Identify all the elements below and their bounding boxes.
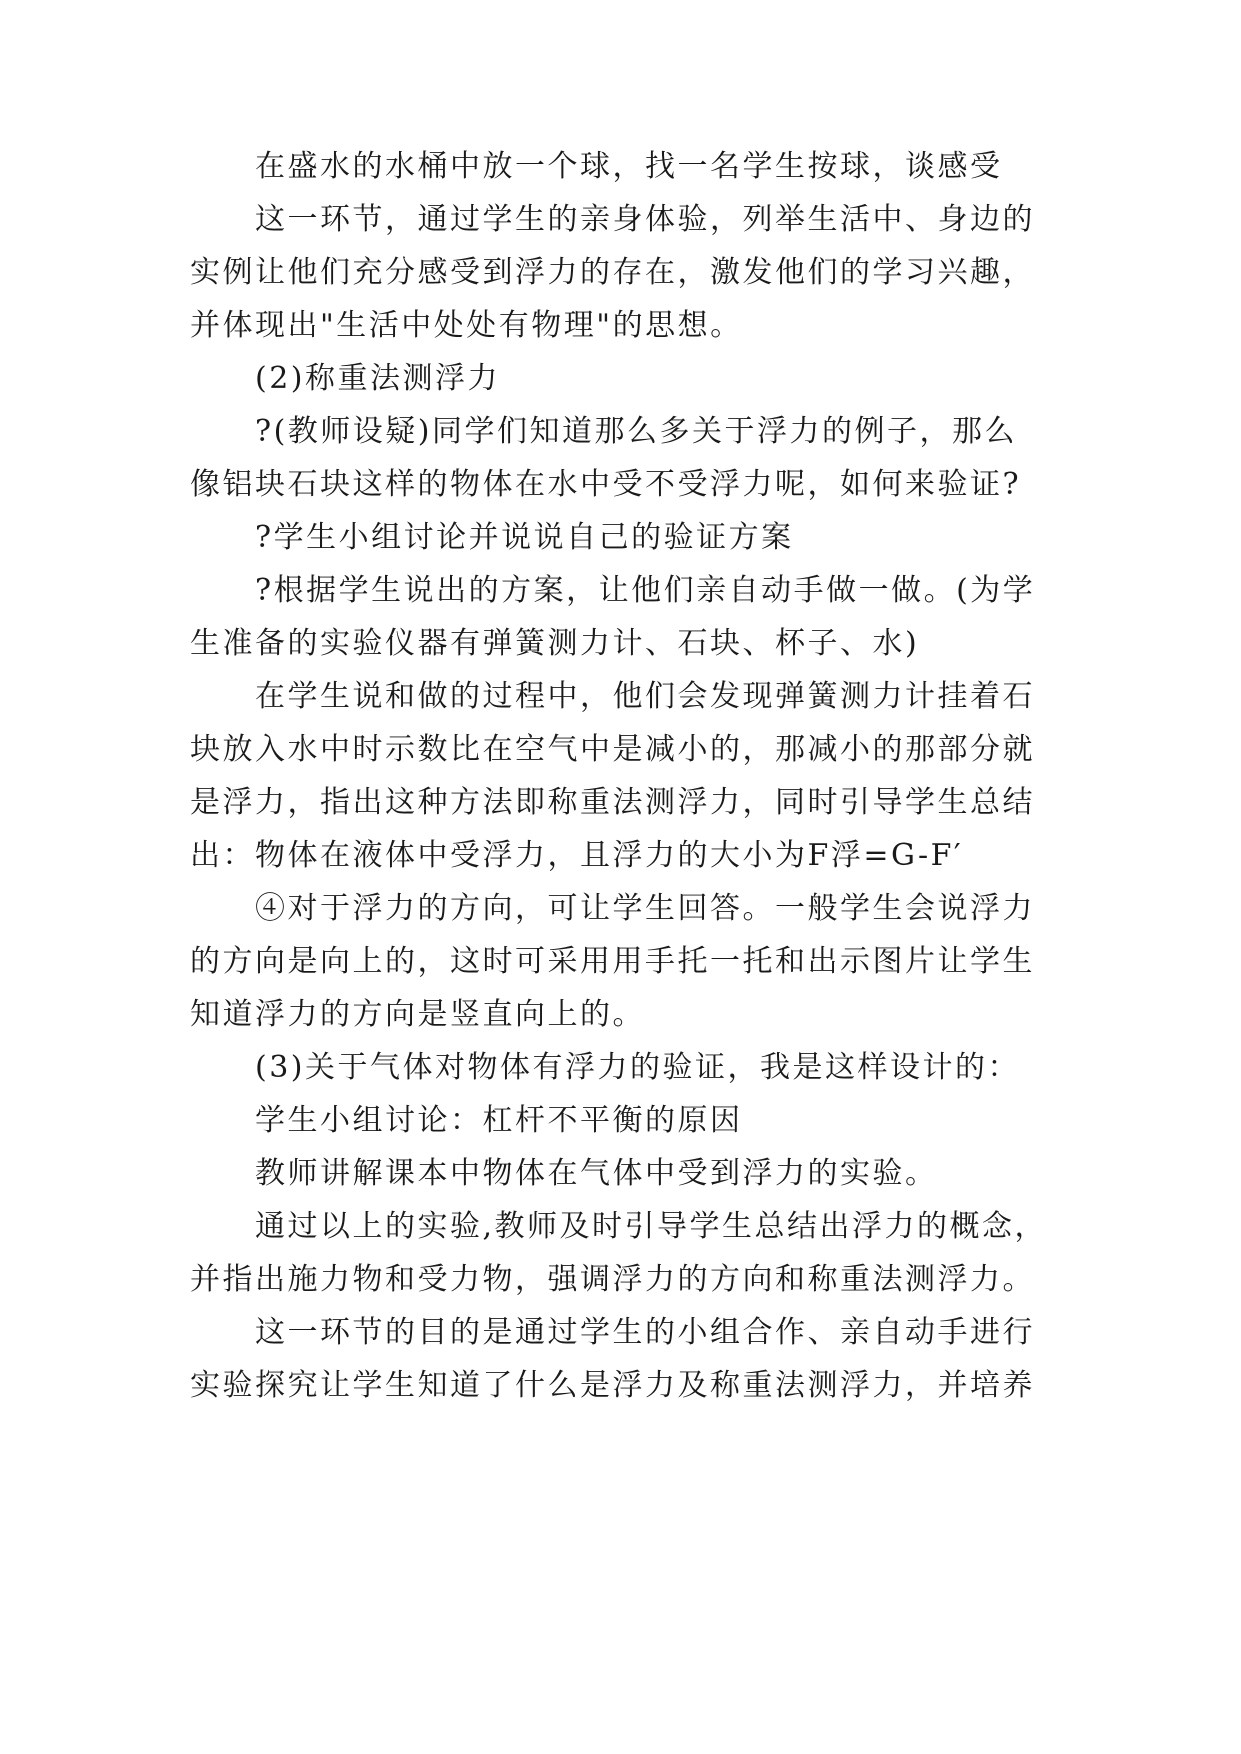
text-line: 学生小组讨论：杠杆不平衡的原因	[255, 1103, 743, 1138]
text-line: ?学生小组讨论并说说自己的验证方案	[255, 520, 794, 555]
text-line: 知道浮力的方向是竖直向上的。	[190, 997, 645, 1032]
text-line: 是浮力，指出这种方法即称重法测浮力，同时引导学生总结	[190, 785, 1035, 820]
text-line: ?(教师设疑)同学们知道那么多关于浮力的例子，那么	[255, 414, 1017, 449]
text-line: 实验探究让学生知道了什么是浮力及称重法测浮力，并培养	[190, 1368, 1035, 1403]
text-line: ?根据学生说出的方案，让他们亲自动手做一做。(为学	[255, 573, 1036, 608]
text-line: 在学生说和做的过程中，他们会发现弹簧测力计挂着石	[255, 679, 1035, 714]
text-line: 块放入水中时示数比在空气中是减小的，那减小的那部分就	[190, 732, 1035, 767]
text-line: 教师讲解课本中物体在气体中受到浮力的实验。	[255, 1156, 938, 1191]
text-line: ④对于浮力的方向，可让学生回答。一般学生会说浮力	[255, 891, 1035, 926]
text-line: 并指出施力物和受力物，强调浮力的方向和称重法测浮力。	[190, 1262, 1035, 1297]
text-line: 通过以上的实验,教师及时引导学生总结出浮力的概念，	[255, 1209, 1048, 1244]
section-heading: (3)关于气体对物体有浮力的验证，我是这样设计的：	[255, 1050, 1020, 1085]
text-line: 这一环节的目的是通过学生的小组合作、亲自动手进行	[255, 1315, 1035, 1350]
text-line: 像铝块石块这样的物体在水中受不受浮力呢，如何来验证?	[190, 467, 1022, 502]
text-line: 在盛水的水桶中放一个球，找一名学生按球，谈感受	[255, 149, 1003, 184]
text-line: 生准备的实验仪器有弹簧测力计、石块、杯子、水)	[190, 626, 920, 661]
text-line: 的方向是向上的，这时可采用用手托一托和出示图片让学生	[190, 944, 1035, 979]
text-line: 并体现出"生活中处处有物理"的思想。	[190, 308, 743, 343]
section-heading: (2)称重法测浮力	[255, 361, 500, 396]
text-line: 出：物体在液体中受浮力，且浮力的大小为F浮=G-F′	[190, 838, 964, 873]
text-line: 实例让他们充分感受到浮力的存在，激发他们的学习兴趣，	[190, 255, 1035, 290]
text-line: 这一环节，通过学生的亲身体验，列举生活中、身边的	[255, 202, 1035, 237]
